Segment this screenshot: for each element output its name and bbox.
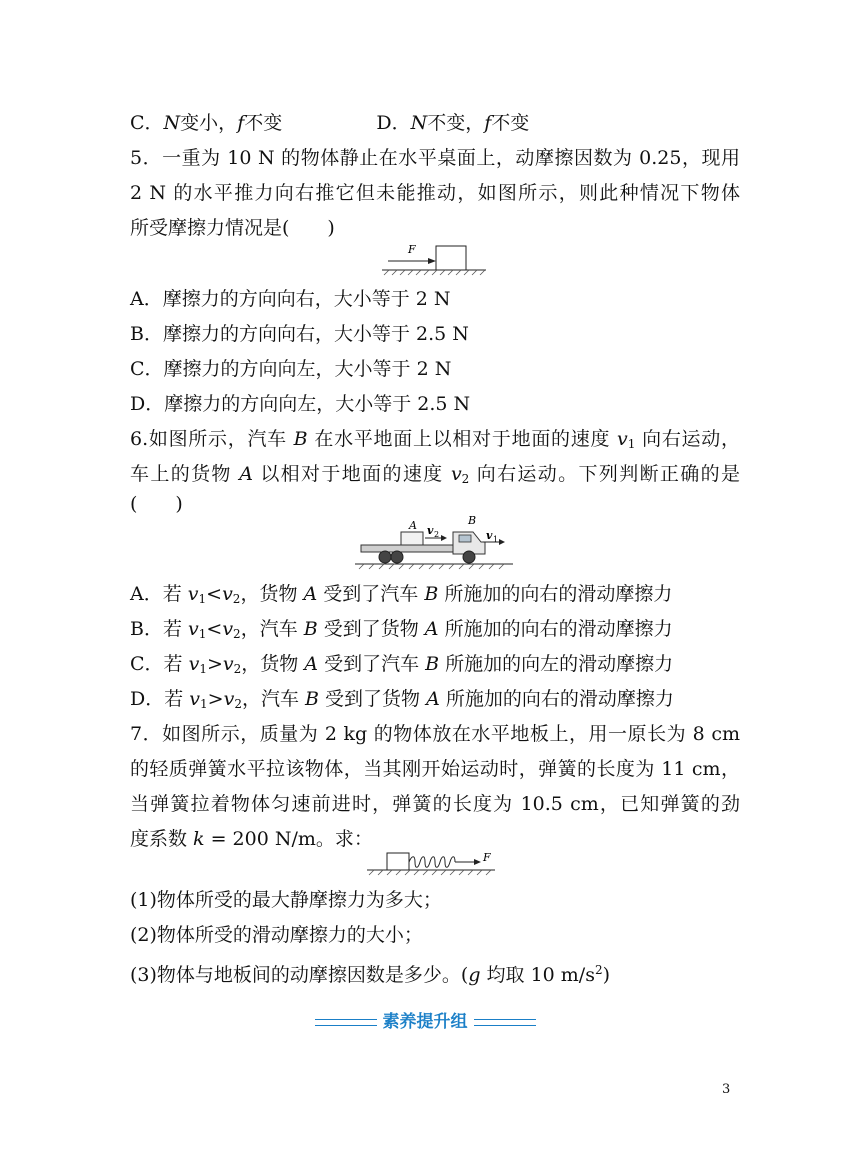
q6-figure-truck	[355, 512, 515, 572]
page-number: 3	[722, 1082, 731, 1097]
section-title-rule-right	[474, 1019, 536, 1026]
q6-option-a: A．若 $v_1<v_2$，货物 A 受到了汽车 B 所施加的向右的滑动摩擦力	[130, 583, 673, 606]
q5-option-a: A．摩擦力的方向向右，大小等于 2 N	[130, 288, 451, 310]
q7-stem-line3: 当弹簧拉着物体匀速前进时，弹簧的长度为 10.5 cm，已知弹簧的劲	[130, 793, 740, 815]
q7-stem-line2: 的轻质弹簧水平拉该物体，当其刚开始运动时，弹簧的长度为 11 cm，	[130, 758, 740, 780]
q7-stem-line1: 7．如图所示，质量为 2 kg 的物体放在水平地板上，用一原长为 8 cm	[130, 723, 740, 745]
section-title-rule-left	[315, 1019, 377, 1026]
q7-subquestion-1: (1)物体所受的最大静摩擦力为多大；	[130, 889, 442, 911]
q7-figure-spring	[365, 849, 505, 879]
q7-subquestion-2: (2)物体所受的滑动摩擦力的大小；	[130, 924, 423, 946]
q5-option-c: C．摩擦力的方向向左，大小等于 2 N	[130, 358, 452, 380]
q5-stem-line3: 所受摩擦力情况是( )	[130, 217, 335, 239]
q5-stem-line2: 2 N 的水平推力向右推它但未能推动，如图所示，则此种情况下物体	[130, 182, 740, 204]
q5-figure-label-f: F	[408, 243, 416, 256]
q5-stem-line1: 5．一重为 10 N 的物体静止在水平桌面上，动摩擦因数为 0.25，现用	[130, 147, 740, 169]
q6-figure-label-v1-sub: 1	[493, 535, 499, 544]
q6-figure-label-b: B	[468, 514, 477, 527]
q6-figure-label-v1: v	[486, 529, 493, 542]
q6-figure-label-v2: v	[427, 524, 434, 537]
q4-option-d: D．N不变，f不变	[376, 112, 530, 134]
q4-options-cd	[130, 111, 740, 135]
q7-subquestion-3: (3)物体与地板间的动摩擦因数是多少。(g 均取 10 $m/s^2$)	[130, 963, 611, 986]
q5-option-b: B．摩擦力的方向向右，大小等于 2.5 N	[130, 323, 469, 345]
q6-stem-line2: 车上的货物 A 以相对于地面的速度 $v_2$ 向右运动。下列判断正确的是	[130, 463, 740, 486]
q6-stem-line3: ( )	[130, 493, 183, 515]
q4-option-c: C．N变小，f不变	[130, 112, 283, 134]
q6-stem-line1: 6.如图所示，汽车 B 在水平地面上以相对于地面的速度 $v_1$ 向右运动，	[130, 428, 740, 451]
q7-figure-label-f: F	[483, 851, 491, 864]
q6-option-b: B．若 $v_1<v_2$，汽车 B 受到了货物 A 所施加的向右的滑动摩擦力	[130, 618, 673, 641]
section-title-text: 素养提升组	[382, 1012, 468, 1032]
q6-figure-label-v2-sub: 2	[434, 530, 440, 539]
q6-option-c: C．若 $v_1>v_2$，货物 A 受到了汽车 B 所施加的向左的滑动摩擦力	[130, 653, 674, 676]
q6-figure-label-a: A	[409, 519, 417, 532]
q7-stem-line4: 度系数 k = 200 N/m。求：	[130, 828, 373, 850]
q5-option-d: D．摩擦力的方向向左，大小等于 2.5 N	[130, 393, 471, 415]
q5-figure-block-push	[380, 241, 490, 277]
q6-option-d: D．若 $v_1>v_2$，汽车 B 受到了货物 A 所施加的向右的滑动摩擦力	[130, 688, 674, 711]
section-title	[300, 1010, 550, 1034]
